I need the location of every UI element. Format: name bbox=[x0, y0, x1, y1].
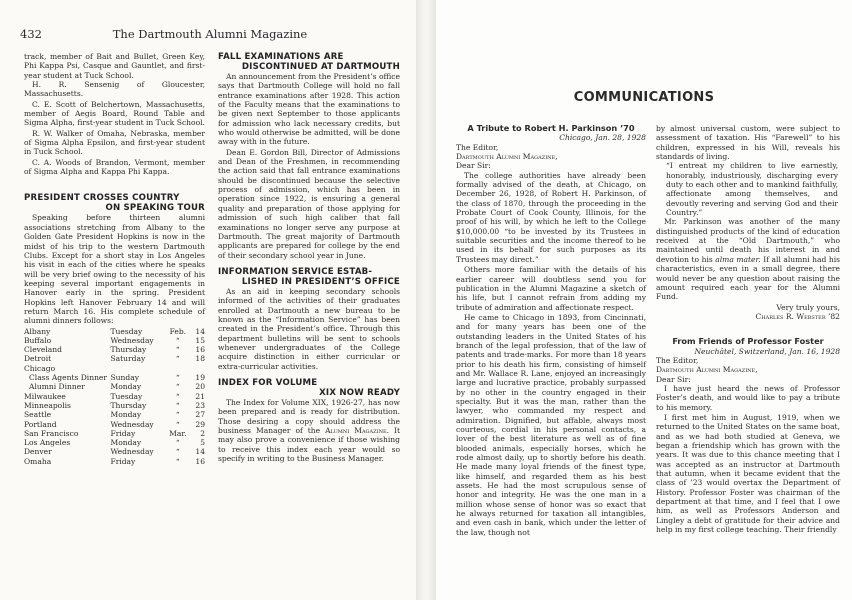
index-paragraph bbox=[218, 398, 400, 463]
alumni-entry: R. W. Walker of Omaha, Nebraska, member of Sigma Alpha Epsilon, and first-year student in Tuck School. bbox=[24, 128, 205, 157]
schedule-date: 20 bbox=[195, 382, 205, 392]
alumni-entry: C. E. Scott of Belchertown, Massachusetts, member of Aegis Board, Round Table and Sigma Alpha, first-year student in Tuck School. bbox=[24, 99, 205, 128]
salutation: Dear Sir: bbox=[656, 374, 691, 384]
schedule-city: Class Agents Dinner bbox=[29, 373, 108, 383]
schedule-city: Buffalo bbox=[24, 335, 52, 345]
schedule-city: Chicago bbox=[24, 363, 56, 373]
book-gutter bbox=[416, 0, 436, 600]
salutation: Dartmouth Alumni Magazine, bbox=[656, 365, 758, 375]
alumni-entry: C. A. Woods of Brandon, Vermont, member of Sigma Alpha and Kappa Phi Kappa. bbox=[24, 157, 205, 177]
article-heading-index bbox=[218, 378, 400, 398]
heading-line: INFORMATION SERVICE ESTAB- bbox=[218, 266, 373, 277]
schedule-month: “ bbox=[175, 419, 180, 429]
page-number: 432 bbox=[20, 27, 42, 41]
exam-paragraph: Dean E. Gordon Bill, Director of Admissions and Dean of the Freshmen, in recommending the action said that fall entrance examinations should be discontinued because the selective process of admission, which has been in operation since 1922, is ensuring a general quality and preparation of those applying for admission of such high caliber that fall examinations no longer serve any purpose at Dartmouth. The great majority of Dartmouth applicants are prepared for college by the end of their secondary school year in June. bbox=[218, 147, 400, 260]
will-quote: “I entreat my children to live earnestly, honorably, industriously, discharging every duty to each other and to mankind faithfully, affectionate among themselves, and devoutly revering and serving God and their Country.” bbox=[666, 161, 838, 218]
article-heading-info-service bbox=[218, 267, 400, 287]
salutation: Dear Sir: bbox=[456, 161, 491, 171]
letter-paragraph: He came to Chicago in 1893, from Cincinnati, and for many years has been one of the outstanding leaders in the United States of his branch of the legal profession, that of the law of patents and trade-marks. For more than 18 years prior to his death his firm, consisting of himself and Mr. Wallace R. Lane, enjoyed an increasingly large and lucrative practice, probably surpassed by no other in the country engaged in their specialty. But it was the man, rather than the lawyer, who commanded my respect and admiration. Dignified, but affable, always most courteous, cordial in his personal contacts, a lover of the best literature as well as of fine blooded animals, especially horses, which he rode almost daily, up to shortly before his death. He made many loyal friends of the finest type, like himself, and regarded them as his best assets. He had the most scrupulous sense of honor and integrity. He was the one man in a million whose sense of honor was so exact that he always returned for taxation all intangibles, and even cash in bank, which under the letter of the law, though not bbox=[456, 312, 646, 537]
letter-dateline: Neuchâtel, Switzerland, Jan. 16, 1928 bbox=[694, 346, 840, 356]
schedule-row bbox=[24, 373, 205, 382]
schedule-day: Monday bbox=[110, 410, 142, 420]
schedule-row bbox=[24, 401, 205, 410]
schedule-row bbox=[24, 354, 205, 363]
schedule-row bbox=[24, 392, 205, 401]
schedule-day: Wednesday bbox=[110, 335, 154, 345]
schedule-date: 18 bbox=[195, 354, 205, 364]
letter-paragraph bbox=[656, 217, 840, 301]
schedule-row bbox=[24, 345, 205, 354]
schedule-month: “ bbox=[175, 456, 180, 466]
magazine-title: The Dartmouth Alumni Magazine bbox=[112, 27, 308, 41]
text-italic: alma mater. bbox=[715, 254, 761, 264]
schedule-row bbox=[24, 364, 205, 373]
alumni-entry: H. R. Sensenig of Gloucester, Massachusetts. bbox=[24, 80, 205, 99]
schedule-date: 21 bbox=[195, 391, 205, 401]
heading-line: FALL EXAMINATIONS ARE bbox=[218, 52, 344, 62]
schedule-date: 16 bbox=[195, 456, 205, 466]
schedule-day: Wednesday bbox=[110, 419, 154, 429]
heading-line: ON SPEAKING TOUR bbox=[105, 203, 205, 214]
letter-paragraph: by almost universal custom, were subject to assessment of taxation. His “Farewell” to his children, expressed in his Will, reveals his standards of living. bbox=[656, 124, 840, 162]
schedule-row bbox=[24, 336, 205, 345]
schedule-row bbox=[24, 438, 205, 447]
letter-heading: A Tribute to Robert H. Parkinson ’70 bbox=[467, 123, 635, 133]
right-column-2 bbox=[656, 124, 840, 535]
schedule-day bbox=[110, 364, 164, 373]
schedule-city: Los Angeles bbox=[24, 438, 71, 448]
schedule-month: Feb. bbox=[169, 326, 187, 336]
tour-paragraph: Speaking before thirteen alumni associations stretching from Albany to the Golden Gate President Hopkins is now in the midst of his trip to the western Dartmouth Clubs. Except for a short stay in Los Angeles his visit in each of the cities where he speaks will be very brief owing to the necessity of his keeping several important engagements in Hanover early in the spring. President Hopkins left Hanover February 14 and will return March 16. His complete schedule of alumni dinners follows: bbox=[24, 213, 205, 326]
schedule-month: “ bbox=[175, 382, 180, 392]
schedule-city: Omaha bbox=[24, 456, 52, 466]
schedule-row bbox=[24, 382, 205, 391]
schedule-date: 29 bbox=[195, 419, 205, 429]
schedule-month: “ bbox=[175, 447, 180, 457]
schedule-city: Cleveland bbox=[24, 345, 62, 355]
right-page bbox=[436, 0, 852, 600]
text: If all alumni had his characteristics, even in a small degree, there would never be any question about raising the amount required each year for the Alumni Fund. bbox=[656, 254, 840, 302]
schedule-day: Sunday bbox=[110, 373, 139, 383]
schedule-day: Thursday bbox=[110, 345, 147, 355]
schedule-month: “ bbox=[175, 400, 180, 410]
schedule-row bbox=[24, 447, 205, 456]
schedule-date: 14 bbox=[195, 447, 205, 457]
schedule-month: “ bbox=[175, 391, 180, 401]
schedule-table bbox=[24, 327, 205, 466]
left-page bbox=[0, 0, 416, 600]
schedule-date: 16 bbox=[195, 345, 205, 355]
letter-dateline: Chicago, Jan. 28, 1928 bbox=[559, 133, 646, 143]
schedule-city: Minneapolis bbox=[24, 400, 71, 410]
index-text: The Index for Volume XIX, 1926-27, has now been prepared and is ready for distribution. Those desiring a copy should address the business Manager of the bbox=[218, 397, 400, 435]
schedule-date bbox=[191, 364, 205, 373]
schedule-city: Alumni Dinner bbox=[29, 382, 85, 392]
schedule-month: “ bbox=[175, 345, 180, 355]
schedule-row bbox=[24, 327, 205, 336]
schedule-row bbox=[24, 457, 205, 466]
schedule-day: Monday bbox=[110, 438, 142, 448]
schedule-month: “ bbox=[175, 354, 180, 364]
signature: Charles R. Webster ’82 bbox=[755, 311, 840, 321]
text: Mr. Parkinson was another of the many distinguished products of the kind of education received at the “Old Dartmouth,” who maintained until death his interest in and devotion to his bbox=[656, 217, 840, 264]
schedule-month: Mar. bbox=[169, 428, 187, 438]
paragraph-continued: track, member of Bait and Bullet, Green Key, Phi Kappa Psi, Casque and Gauntlet, and first-year student at Tuck School. bbox=[24, 52, 205, 80]
article-heading-exams bbox=[218, 52, 400, 72]
schedule-day: Tuesday bbox=[110, 326, 143, 336]
schedule-day: Friday bbox=[110, 428, 136, 438]
schedule-month bbox=[165, 364, 191, 373]
letter-paragraph: The college authorities have already been formally advised of the death, at Chicago, on December 26, 1928, of Robert H. Parkinson, of the class of 1870, through the proceeding in the Probate Court of Cook County, Illinois, for the proof of his will, by which he left to the College $10,000.00 “to be invested by its Trustees in suitable securities and the income thereof to be used in its behalf for such purposes as its Trustees may direct.” bbox=[456, 170, 646, 264]
schedule-row bbox=[24, 410, 205, 419]
salutation: The Editor, bbox=[456, 142, 499, 152]
letter-paragraph: I have just heard the news of Professor Foster’s death, and would like to pay a tribute to his memory. bbox=[656, 383, 840, 412]
schedule-day: Wednesday bbox=[110, 447, 154, 457]
schedule-month: “ bbox=[175, 335, 180, 345]
heading-line: DISCONTINUED AT DARTMOUTH bbox=[241, 62, 400, 72]
schedule-city: Detroit bbox=[24, 354, 52, 364]
left-column-1 bbox=[24, 52, 205, 466]
salutation: The Editor, bbox=[656, 355, 699, 365]
right-column-1 bbox=[456, 124, 646, 538]
heading-line: PRESIDENT CROSSES COUNTRY bbox=[24, 193, 180, 204]
heading-line: LISHED IN PRESIDENT’S OFFICE bbox=[241, 276, 400, 287]
heading-line: INDEX FOR VOLUME bbox=[218, 377, 318, 388]
schedule-row bbox=[24, 429, 205, 438]
index-text: . It may also prove a convenience if those wishing to receive this index each year would so specify in writing to the Business Manager. bbox=[218, 426, 401, 464]
schedule-city: Albany bbox=[24, 326, 51, 336]
letter-paragraph: I first met him in August, 1919, when we returned to the United States on the same boat, and as we had both studied at Geneva, we began a friendship which has grown with the years. It was due to this chance meeting that I was accepted as an instructor at Dartmouth that autumn, when it became evident that the class of ’23 would overtax the Department of History. Professor Foster was chairman of the department at that time, and I feel that I owe him, as well as Professors Anderson and Lingley a debt of gratitude for their advice and help in my first college teaching. Their friendly bbox=[656, 412, 840, 535]
schedule-month: “ bbox=[175, 438, 180, 448]
article-heading-tour bbox=[24, 193, 205, 213]
section-title: COMMUNICATIONS bbox=[573, 90, 715, 105]
schedule-month: “ bbox=[175, 410, 180, 420]
schedule-city: Seattle bbox=[24, 410, 52, 420]
schedule-day: Saturday bbox=[110, 354, 146, 364]
info-paragraph: As an aid in keeping secondary schools informed of the activities of their graduates enrolled at Dartmouth a new bureau to be known as the “Information Service” has been created in the President’s office. Through this department bulletins will be sent to schools whenever undergraduates of the College acquire distinction in either curricular or extra-curricular activities. bbox=[218, 286, 400, 371]
schedule-row bbox=[24, 420, 205, 429]
schedule-day: Tuesday bbox=[110, 391, 143, 401]
schedule-city: Denver bbox=[24, 447, 52, 457]
closing: Very truly yours, bbox=[776, 302, 840, 312]
magazine-name: Alumni Magazine bbox=[325, 426, 387, 435]
schedule-date: 15 bbox=[195, 335, 205, 345]
schedule-city: Portland bbox=[24, 419, 57, 429]
heading-line: XIX NOW READY bbox=[319, 387, 400, 398]
letter-paragraph: Others more familiar with the details of his earlier career will doubtless send you for publication in the Alumni Magazine a sketch of his life, but I cannot refrain from adding my tribute of admiration and affectionate respect. bbox=[456, 265, 646, 312]
schedule-date: 27 bbox=[195, 410, 205, 420]
letter-heading: From Friends of Professor Foster bbox=[672, 336, 824, 347]
schedule-day: Friday bbox=[110, 456, 136, 466]
exam-paragraph: An announcement from the President’s office says that Dartmouth College will hold no fall entrance examinations after 1928. This action of the Faculty means that the examinations to be given next September to those applicants for admission who lack necessary credits, but who would otherwise be admitted, will be done away with in the future. bbox=[218, 72, 400, 147]
schedule-date: 14 bbox=[195, 326, 205, 336]
left-column-2 bbox=[218, 52, 400, 464]
schedule-day: Monday bbox=[110, 382, 142, 392]
schedule-city: Milwaukee bbox=[24, 391, 66, 401]
schedule-date: 2 bbox=[200, 428, 205, 438]
schedule-city: San Francisco bbox=[24, 428, 79, 438]
schedule-date: 23 bbox=[195, 400, 205, 410]
schedule-month: “ bbox=[175, 373, 180, 383]
schedule-date: 5 bbox=[200, 438, 205, 448]
schedule-day: Thursday bbox=[110, 400, 147, 410]
schedule-date: 19 bbox=[195, 373, 205, 383]
salutation: Dartmouth Alumni Magazine, bbox=[456, 152, 558, 162]
